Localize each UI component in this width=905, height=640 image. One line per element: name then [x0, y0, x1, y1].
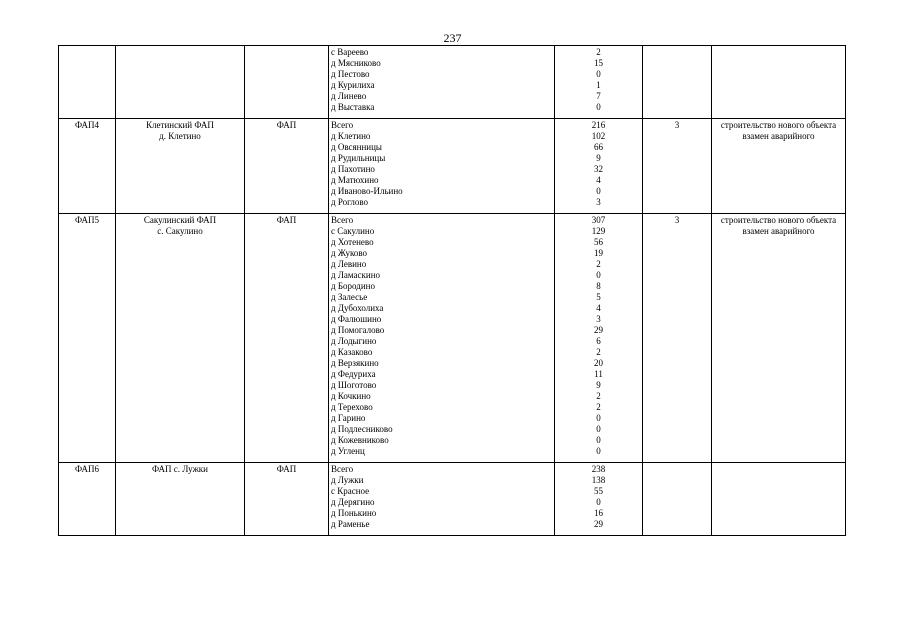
category-value — [645, 464, 709, 475]
population-count: 2 — [596, 259, 601, 269]
settlement-name: д Залесье — [331, 292, 368, 302]
settlement-name: д Рудильницы — [331, 153, 386, 163]
population-count: 5 — [596, 292, 601, 302]
population-count: 66 — [594, 142, 603, 152]
facility-code: ФАП5 — [74, 215, 100, 225]
settlement-name: д Подлесниково — [331, 424, 393, 434]
category-cell — [643, 463, 712, 536]
settlement-name: д Матюхино — [331, 175, 379, 185]
table-row — [59, 119, 846, 214]
note-cell — [712, 463, 846, 536]
settlement-name: д Выставка — [331, 102, 375, 112]
facility-code-cell — [59, 214, 116, 463]
settlement-name: д Понькино — [331, 508, 377, 518]
settlement-name: д Роглово — [331, 197, 369, 207]
population-count: 56 — [594, 237, 603, 247]
category-value — [645, 47, 709, 58]
population-count: 8 — [596, 281, 601, 291]
facility-code: ФАП4 — [74, 120, 100, 130]
table-row — [59, 463, 846, 536]
settlement-name: д Кожевниково — [331, 435, 389, 445]
note-cell — [712, 214, 846, 463]
table-body — [59, 46, 846, 536]
facility-code: ФАП6 — [74, 464, 100, 474]
settlement-name: д Овсянницы — [331, 142, 382, 152]
population-cell — [555, 119, 643, 214]
population-count: 3 — [596, 314, 601, 324]
facility-code-cell — [59, 46, 116, 119]
table-row — [59, 46, 846, 119]
settlements-cell — [329, 463, 555, 536]
settlement-name: д Терехово — [331, 402, 373, 412]
settlement-name: д Помогалово — [331, 325, 385, 335]
population-count: 32 — [594, 164, 603, 174]
category-value: 3 — [674, 120, 680, 130]
settlement-name: д Дубохолиха — [331, 303, 384, 313]
note-cell — [712, 46, 846, 119]
population-count: 29 — [594, 519, 603, 529]
settlement-name: д Жуково — [331, 248, 368, 258]
settlement-name: д Федуриха — [331, 369, 376, 379]
population-count: 20 — [594, 358, 603, 368]
page-number: 237 — [443, 31, 462, 45]
category-value: 3 — [674, 215, 680, 225]
population-count: 9 — [596, 380, 601, 390]
settlement-name: с Сакулино — [331, 226, 375, 236]
population-count: 4 — [596, 175, 601, 185]
facility-code-cell — [59, 119, 116, 214]
settlement-name: д Линево — [331, 91, 367, 101]
settlement-name: д Пестово — [331, 69, 370, 79]
settlement-name: д Курилиха — [331, 80, 375, 90]
settlement-name: с Вареево — [331, 47, 369, 57]
population-count: 4 — [596, 303, 601, 313]
population-count: 2 — [596, 402, 601, 412]
facility-type: ФАП — [276, 215, 297, 225]
population-count: 11 — [594, 369, 603, 379]
population-count: 129 — [591, 226, 606, 236]
population-count: 9 — [596, 153, 601, 163]
facility-name-cell — [116, 46, 245, 119]
population-cell — [555, 463, 643, 536]
facility-type-cell — [245, 214, 329, 463]
facility-name-cell — [116, 463, 245, 536]
population-count: 0 — [596, 69, 601, 79]
population-count: 238 — [591, 464, 606, 474]
category-cell — [643, 119, 712, 214]
settlement-name: Всего — [331, 464, 354, 474]
facility-code — [61, 47, 113, 58]
population-count: 29 — [594, 325, 603, 335]
note-line: взамен аварийного — [742, 131, 815, 141]
population-count: 55 — [594, 486, 603, 496]
facility-type: ФАП — [276, 120, 297, 130]
settlement-name: д Гарино — [331, 413, 366, 423]
settlement-name: д Верзякино — [331, 358, 379, 368]
settlement-name: д Левино — [331, 259, 367, 269]
population-count: 1 — [596, 80, 601, 90]
settlement-name: д Шоготово — [331, 380, 377, 390]
settlement-name: д Кочкино — [331, 391, 371, 401]
population-count: 307 — [591, 215, 606, 225]
facility-name-cell — [116, 119, 245, 214]
facility-name-cell — [116, 214, 245, 463]
population-count: 0 — [596, 270, 601, 280]
settlement-name: д Раменье — [331, 519, 370, 529]
facility-table — [58, 45, 846, 536]
settlements-cell — [329, 119, 555, 214]
population-count: 0 — [596, 446, 601, 456]
population-count: 19 — [594, 248, 603, 258]
settlement-name: д Лужки — [331, 475, 364, 485]
facility-name-line: с. Сакулино — [157, 226, 203, 236]
settlement-name: д Мясниково — [331, 58, 381, 68]
settlement-name: Всего — [331, 215, 354, 225]
category-cell — [643, 46, 712, 119]
facility-name-line: Сакулинский ФАП — [143, 215, 217, 225]
settlement-name: д Иваново-Ильино — [331, 186, 403, 196]
note-line: взамен аварийного — [742, 226, 815, 236]
population-count: 16 — [594, 508, 603, 518]
settlement-name: д Угленц — [331, 446, 365, 456]
population-count: 216 — [591, 120, 606, 130]
note-line: строительство нового объекта — [720, 120, 837, 130]
facility-type — [247, 47, 326, 58]
settlements-cell — [329, 46, 555, 119]
facility-type-cell — [245, 119, 329, 214]
population-count: 0 — [596, 102, 601, 112]
settlement-name: с Красное — [331, 486, 370, 496]
population-count: 102 — [591, 131, 606, 141]
population-count: 2 — [596, 47, 601, 57]
facility-name-line: д. Клетино — [159, 131, 201, 141]
settlement-name: д Дерягино — [331, 497, 375, 507]
population-cell — [555, 46, 643, 119]
settlements-cell — [329, 214, 555, 463]
population-count: 2 — [596, 347, 601, 357]
facility-name-line: ФАП с. Лужки — [152, 464, 208, 474]
population-count: 15 — [594, 58, 603, 68]
settlement-name: д Лодыгино — [331, 336, 377, 346]
population-count: 6 — [596, 336, 601, 346]
settlement-name: д Бородино — [331, 281, 375, 291]
population-count: 0 — [596, 413, 601, 423]
facility-type-cell — [245, 46, 329, 119]
category-cell — [643, 214, 712, 463]
population-count: 0 — [596, 186, 601, 196]
settlement-name: Всего — [331, 120, 354, 130]
population-count: 7 — [596, 91, 601, 101]
note-line: строительство нового объекта — [720, 215, 837, 225]
table-row — [59, 214, 846, 463]
population-cell — [555, 214, 643, 463]
population-count: 2 — [596, 391, 601, 401]
facility-code-cell — [59, 463, 116, 536]
settlement-name: д Ламаскино — [331, 270, 381, 280]
population-count: 138 — [591, 475, 606, 485]
settlement-name: д Фалюшино — [331, 314, 382, 324]
population-count: 0 — [596, 424, 601, 434]
note-cell — [712, 119, 846, 214]
facility-name-line: Клетинский ФАП — [146, 120, 214, 130]
facility-type: ФАП — [276, 464, 297, 474]
population-count: 0 — [596, 497, 601, 507]
settlement-name: д Хотенево — [331, 237, 374, 247]
settlement-name: д Клетино — [331, 131, 371, 141]
population-count: 0 — [596, 435, 601, 445]
settlement-name: д Пахотино — [331, 164, 375, 174]
facility-type-cell — [245, 463, 329, 536]
settlement-name: д Казаково — [331, 347, 373, 357]
population-count: 3 — [596, 197, 601, 207]
